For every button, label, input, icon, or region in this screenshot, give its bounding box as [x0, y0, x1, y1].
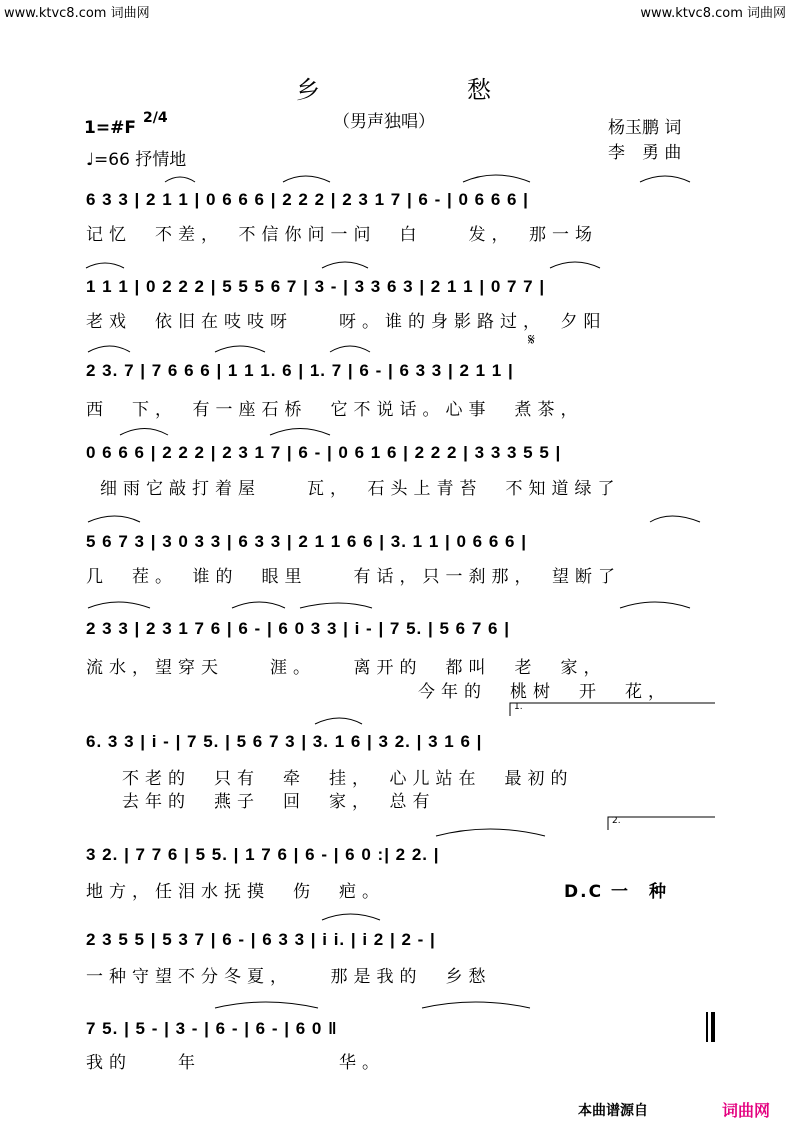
- notes-row-7: 6. 3 3 | i - | 7 5. | 5 6 7 3 | 3. 1 6 | 3 2. | 3 1 6 |: [86, 732, 483, 751]
- title-char-2: 愁: [467, 76, 491, 104]
- slur: [232, 602, 285, 608]
- notes-row-6: 2 3 3 | 2 3 1 7 6 | 6 - | 6 0 3 3 | i - | 7 5. | 5 6 7 6 |: [86, 619, 510, 638]
- slur: [550, 262, 600, 268]
- lyrics-row-5: 几 茬。 谁的 眼里 有话，只一刹那， 望断了: [86, 567, 621, 587]
- dc-marking: D.C 一 种: [564, 882, 668, 902]
- final-barline: [706, 1012, 708, 1042]
- slur: [270, 429, 330, 436]
- lyrics-row-7a: 不老的 只有 牵 挂， 心儿站在 最初的: [122, 769, 574, 789]
- notes-row-8: 3 2. | 7 7 6 | 5 5. | 1 7 6 | 6 - | 6 0 :| 2 2. |: [86, 845, 440, 864]
- lyrics-row-8: 地方，任泪水抚摸 伤 疤。: [86, 882, 385, 902]
- slur: [120, 429, 168, 436]
- volta-1: 1.: [514, 702, 523, 712]
- volta-bracket-1: [510, 703, 715, 716]
- footer-site-logo[interactable]: 词曲网: [722, 1101, 771, 1120]
- composer: 李 勇 曲: [608, 143, 682, 163]
- slur: [330, 346, 370, 352]
- lyrics-row-3: 西 下， 有一座石桥 它不说话。心事 煮茶，: [86, 400, 584, 420]
- slur: [283, 176, 330, 182]
- footer-source-label: 本曲谱源自: [578, 1103, 648, 1119]
- segno-sign: 𝄋: [528, 330, 535, 349]
- slur: [322, 914, 380, 920]
- notes-row-3: 2 3. 7 | 7 6 6 6 | 1 1 1. 6 | 1. 7 | 6 - | 6 3 3 | 2 1 1 |: [86, 361, 514, 380]
- slur: [322, 262, 368, 268]
- subtitle: （男声独唱）: [333, 112, 435, 132]
- slur: [165, 177, 195, 182]
- lyrics-row-9: 一种守望不分冬夏， 那是我的 乡愁: [86, 967, 492, 987]
- lyrics-row-10: 我的 年 华。: [86, 1053, 385, 1073]
- slur: [215, 1002, 318, 1008]
- notes-row-10: 7 5. | 5 - | 3 - | 6 - | 6 - | 6 0 ‖: [86, 1019, 338, 1038]
- slur: [88, 516, 140, 522]
- title-char-1: 乡: [296, 76, 320, 104]
- volta-2: 2.: [612, 816, 621, 826]
- slur: [215, 346, 265, 352]
- watermark-right: www.ktvc8.com 词曲网: [640, 6, 786, 21]
- lyrics-row-4: 细雨它敲打着屋 瓦， 石头上青苔 不知道绿了: [100, 479, 621, 499]
- lyrics-row-1: 记忆 不差， 不信你问一问 白 发， 那一场: [86, 225, 598, 245]
- lyrics-row-6b: 今年的 桃树 开 花，: [418, 682, 671, 702]
- slur: [640, 176, 690, 182]
- notes-row-2: 1 1 1 | 0 2 2 2 | 5 5 5 6 7 | 3 - | 3 3 6 3 | 2 1 1 | 0 7 7 |: [86, 277, 546, 296]
- slur: [315, 718, 362, 724]
- time-signature: 2/4: [143, 110, 168, 126]
- volta-bracket-2: [608, 817, 715, 830]
- lyrics-row-6a: 流水，望穿天 涯。 离开的 都叫 老 家，: [86, 658, 607, 678]
- notes-row-9: 2 3 5 5 | 5 3 7 | 6 - | 6 3 3 | i i. | i 2 | 2 - |: [86, 930, 436, 949]
- slur: [86, 263, 124, 268]
- lyrics-row-7b: 去年的 燕子 回 家， 总有: [122, 792, 436, 812]
- slur: [300, 603, 372, 608]
- slur: [422, 1002, 530, 1008]
- notes-row-4: 0 6 6 6 | 2 2 2 | 2 3 1 7 | 6 - | 0 6 1 6 | 2 2 2 | 3 3 3 5 5 |: [86, 443, 562, 462]
- slur: [436, 829, 545, 836]
- slur: [88, 346, 130, 352]
- lyricist: 杨玉鹏 词: [608, 118, 682, 138]
- watermark-left: www.ktvc8.com 词曲网: [4, 6, 150, 21]
- slur: [463, 175, 530, 182]
- final-barline-thick: [711, 1012, 715, 1042]
- slur: [620, 602, 690, 608]
- notes-row-1: 6 3 3 | 2 1 1 | 0 6 6 6 | 2 2 2 | 2 3 1 7 | 6 - | 0 6 6 6 |: [86, 190, 529, 209]
- slur: [88, 602, 150, 608]
- lyrics-row-2: 老戏 依旧在吱吱呀 呀。谁的身影路过， 夕阳: [86, 312, 607, 332]
- notes-row-5: 5 6 7 3 | 3 0 3 3 | 6 3 3 | 2 1 1 6 6 | 3. 1 1 | 0 6 6 6 |: [86, 532, 527, 551]
- tempo-marking: ♩=66 抒情地: [86, 150, 187, 170]
- key-signature: 1=#F: [84, 118, 136, 138]
- slur: [650, 516, 700, 522]
